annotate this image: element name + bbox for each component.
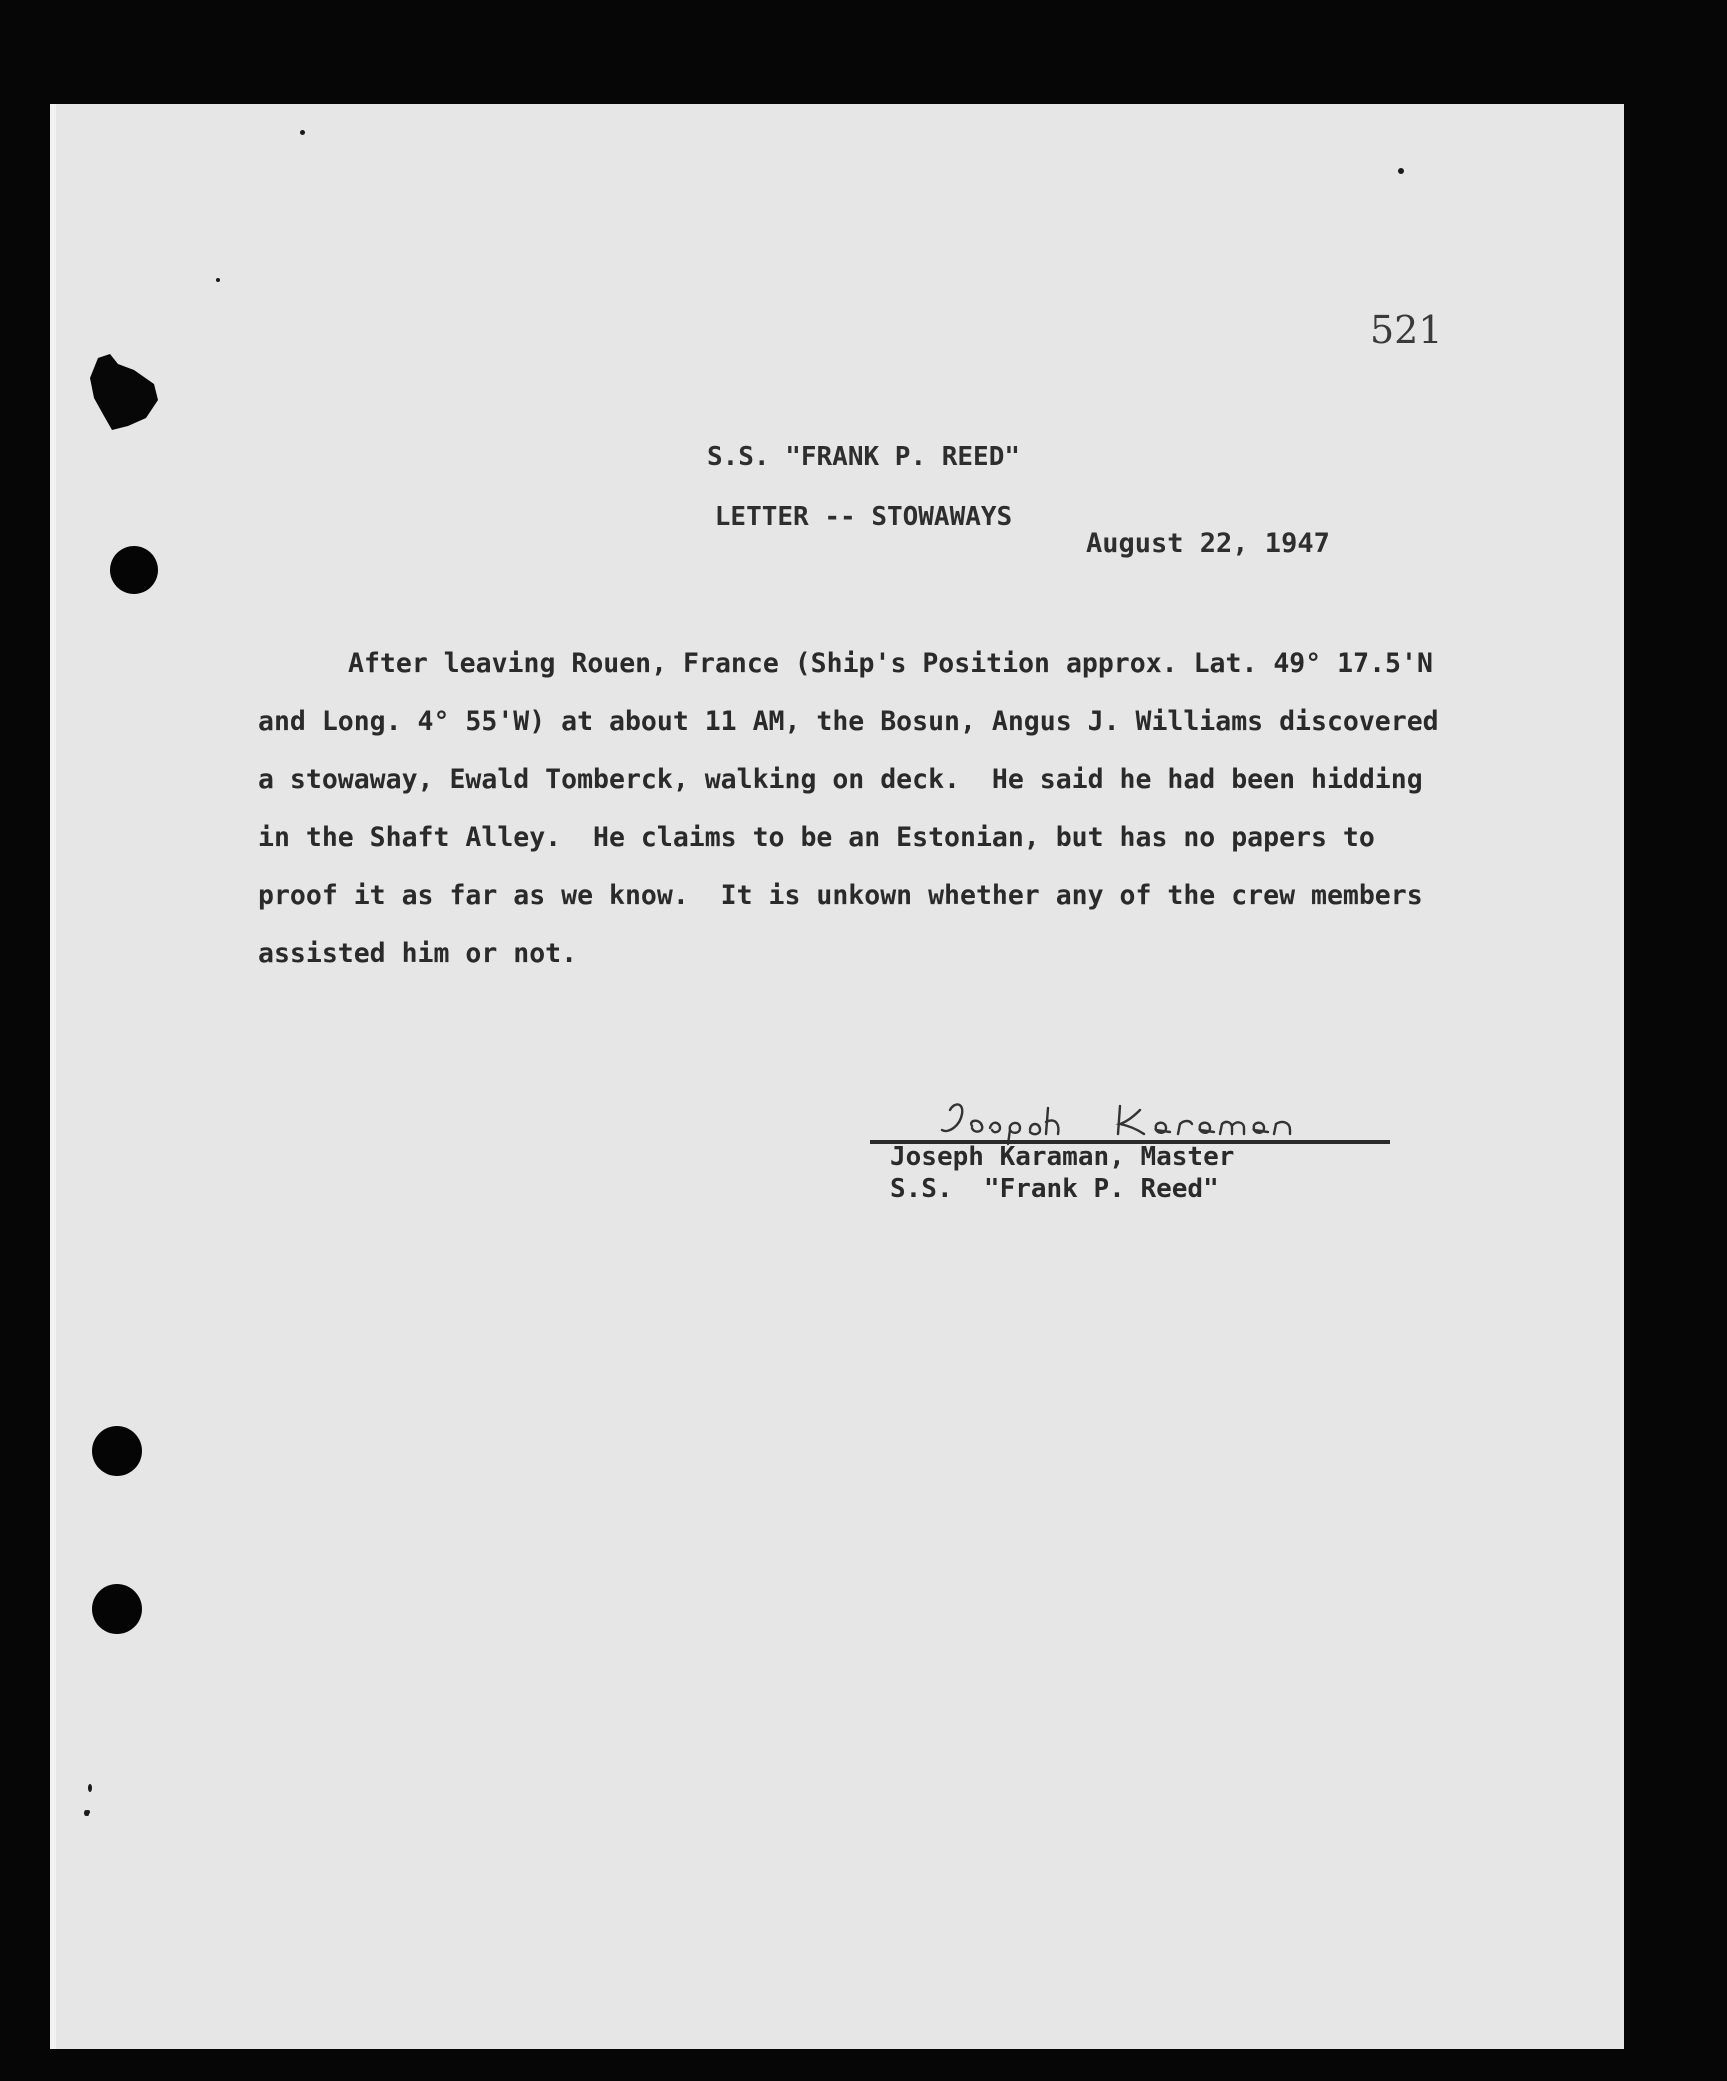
body-line: and Long. 4° 55'W) at about 11 AM, the Bosun, Angus J. Williams discovered: [258, 706, 1439, 737]
body-line: a stowaway, Ewald Tomberck, walking on deck. He said he had been hidding: [258, 764, 1423, 795]
heading-subject: LETTER -- STOWAWAYS: [714, 502, 1013, 532]
letter-date: August 22, 1947: [1086, 528, 1330, 559]
speck: [1398, 168, 1404, 174]
signature-block: [870, 1100, 1390, 1210]
punch-hole: [92, 1584, 142, 1634]
body-line: proof it as far as we know. It is unkown whether any of the crew members: [258, 880, 1423, 911]
body-line: After leaving Rouen, France (Ship's Position approx. Lat. 49° 17.5'N: [348, 648, 1433, 679]
punch-hole: [92, 1426, 142, 1476]
signer-ship: S.S. "Frank P. Reed": [890, 1174, 1219, 1204]
body-line: assisted him or not.: [258, 938, 578, 969]
punch-hole: [110, 546, 158, 594]
ink-blot: [88, 352, 160, 432]
speck: [84, 1810, 88, 1816]
body-line: in the Shaft Alley. He claims to be an Estonian, but has no papers to: [258, 822, 1375, 853]
speck: [216, 278, 220, 282]
page-number: 521: [1370, 308, 1443, 352]
signer-name: Joseph Karaman, Master: [890, 1142, 1235, 1172]
document-page: [50, 104, 1624, 2049]
heading-ship: S.S. "FRANK P. REED": [706, 442, 1021, 472]
speck: [300, 130, 305, 135]
speck: [88, 1784, 92, 1792]
